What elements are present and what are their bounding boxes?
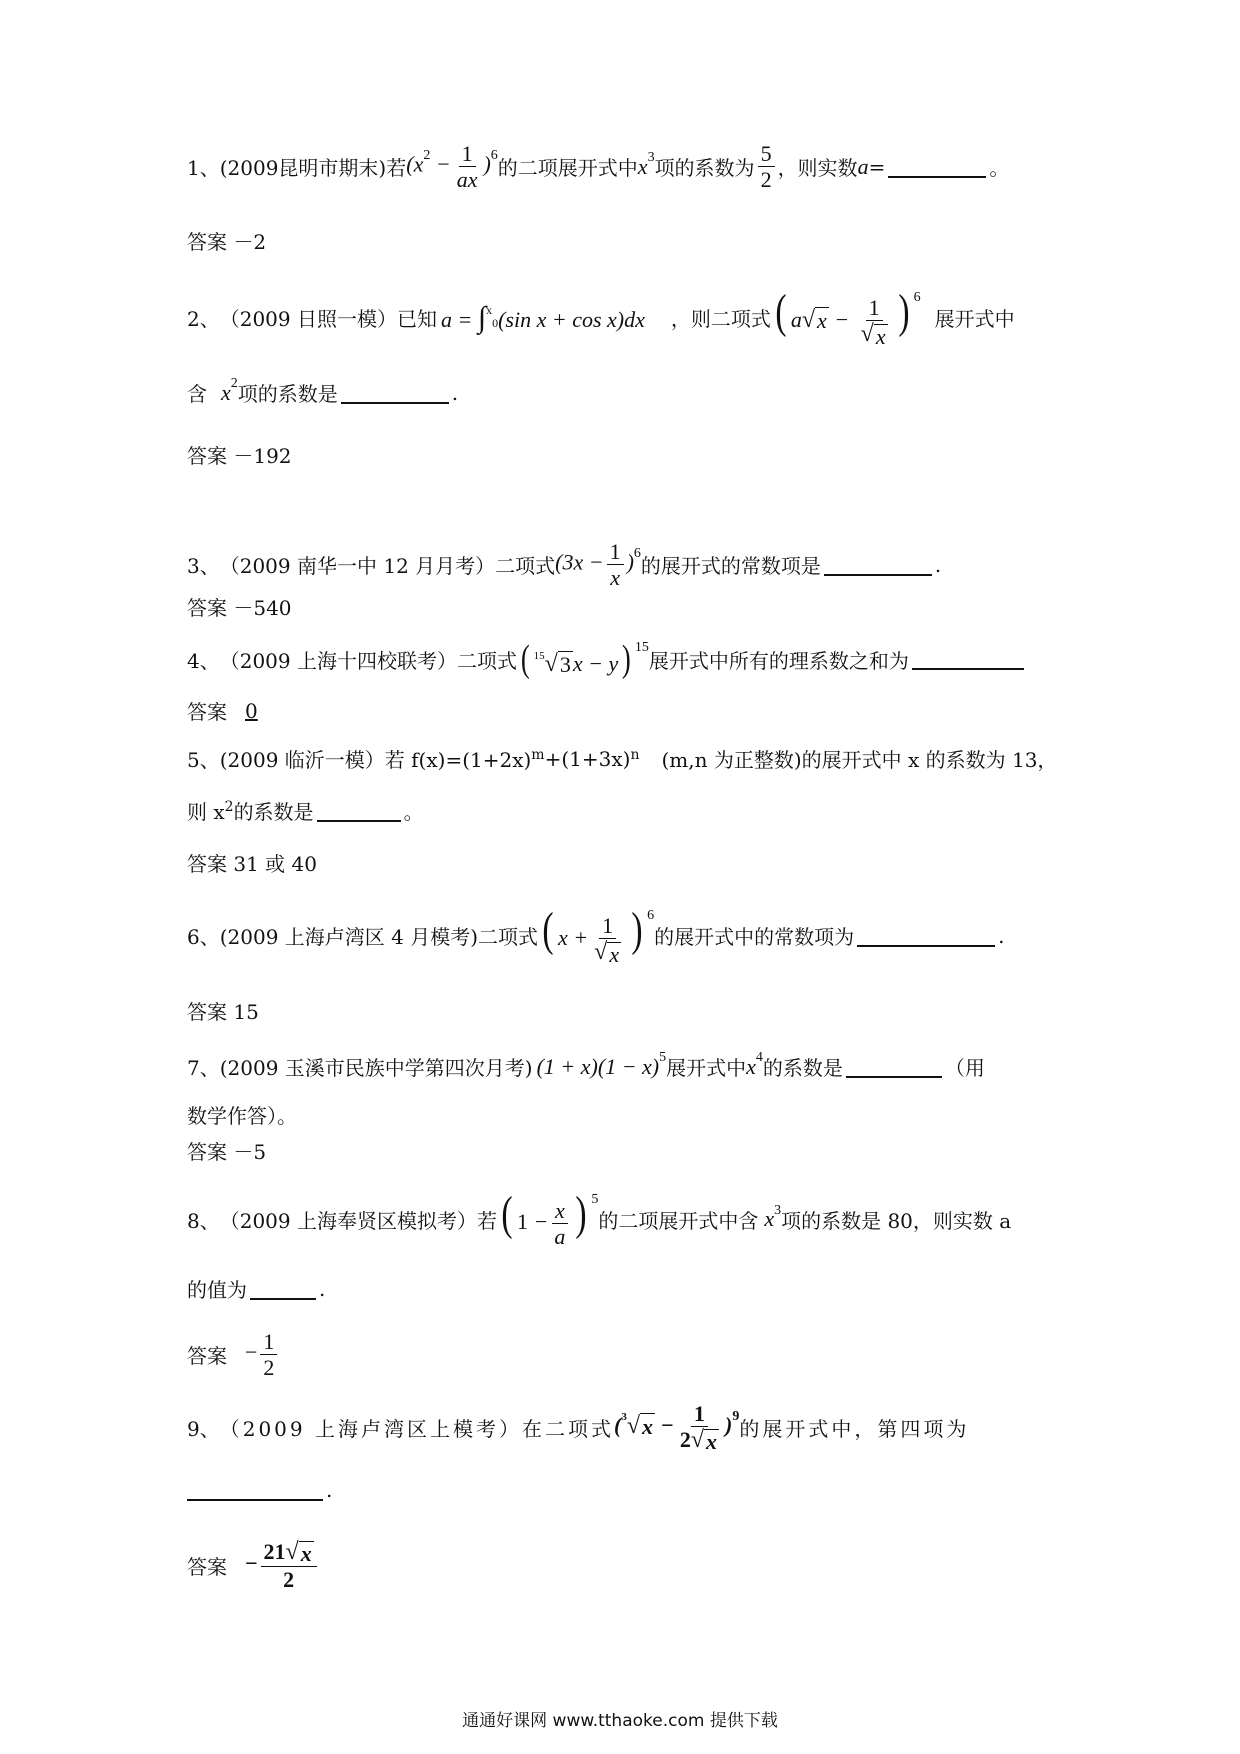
problem-number: 6、 <box>187 925 220 950</box>
problem-5: 5、 (2009 临沂一模） 若 f(x)=(1+2x) m +(1+3x) n (m,n 为正整数)的展开式中 x 的系数为 13， <box>187 744 1057 773</box>
answer-1: 答案 －2 <box>187 230 267 254</box>
answer-blank <box>846 1056 942 1078</box>
answer-blank <box>317 800 401 822</box>
answer-3: 答案 －540 <box>187 596 292 620</box>
answer-blank <box>888 156 986 178</box>
problem-number: 8、 <box>187 1208 220 1233</box>
problem-5-cont: 则 x 2 的系数是 。 <box>187 798 424 824</box>
problem-source: （2009 上海十四校联考） <box>219 648 457 673</box>
answer-blank <box>857 925 995 947</box>
problem-1: 1、 (2009昆明市期末) 若 ($x^2$ − $\frac{1}{ax}$ )$^6$ 的二项展开式中 $x^3$ 项的系数为 $\frac{5}{2}$ ，则实数 a = 。 <box>187 141 1010 193</box>
problem-4: 4、 （2009 上海十四校联考） 二项式 ( $^{15}$ √ 3 x − y ) $^{15}$ 展开式中所有的理系数之和为 <box>187 640 1027 678</box>
problem-number: 3、 <box>187 554 220 579</box>
problem-source: （2009 南华一中 12 月月考） <box>219 554 496 579</box>
problem-9: 9、 （2009 上海卢湾区上模考） 在二项式 ($^3$ √ x − 1 2 √ x )$^9$ 的展开式中，第四项为 <box>187 1401 970 1455</box>
problem-7-cont: 数学作答）。 <box>187 1104 297 1128</box>
formula: ( $^{15}$ √ 3 x − y ) $^{15}$ <box>520 638 649 680</box>
problem-source: (2009 玉溪市民族中学第四次月考) <box>219 1056 533 1080</box>
problem-source: (2009 临沂一模） <box>219 748 385 772</box>
problem-number: 9、 <box>187 1417 220 1442</box>
problem-7: 7、 (2009 玉溪市民族中学第四次月考) $(1 + x)(1 - x)^5$ 展开式中 $x^4$ 的系数是 （用 <box>187 1050 985 1080</box>
problem-source: （2009 上海奉贤区模拟考） <box>219 1208 477 1233</box>
problem-8: 8、 （2009 上海奉贤区模拟考） 若 ( 1 − $\frac{x}{a}$ ) $^5$ 的二项展开式中含 $x^3$ 项的系数是 80，则实数 a <box>187 1187 1012 1250</box>
answer-2: 答案 －192 <box>187 444 292 468</box>
problem-source: （2009 日照一模） <box>219 307 397 332</box>
answer-5: 答案 31 或 40 <box>187 852 317 876</box>
answer-formula: − 21 √ x 2 <box>245 1540 320 1591</box>
answer-blank <box>341 382 449 404</box>
problem-source: (2009 上海卢湾区 4 月模考) <box>219 925 479 950</box>
answer-8: 答案 − $\frac{1}{2}$ <box>187 1330 280 1379</box>
answer-blank <box>250 1278 316 1300</box>
problem-2-cont: 含 $x^2$ 项的系数是 . <box>187 376 459 406</box>
problem-9-cont: . <box>187 1478 332 1502</box>
answer-blank <box>187 1479 323 1501</box>
answer-4: 答案 0 <box>187 698 258 724</box>
formula: $(1 + x)(1 - x)^5$ <box>536 1050 667 1079</box>
answer-6: 答案 15 <box>187 1000 259 1024</box>
problem-source: (2009昆明市期末) <box>219 156 387 181</box>
formula: ($x^2$ − $\frac{1}{ax}$ )$^6$ <box>406 141 498 193</box>
problem-source: （2009 上海卢湾区上模考） <box>219 1417 522 1442</box>
formula: a = ∫$^x$0(sin x + cos x)dx <box>441 300 645 334</box>
problem-number: 1、 <box>187 156 220 181</box>
formula: ( x + 1 √ x ) $^6$ <box>542 903 655 967</box>
problem-number: 4、 <box>187 648 220 673</box>
answer-blank <box>912 648 1024 670</box>
answer-7: 答案 －5 <box>187 1140 267 1164</box>
problem-8-cont: 的值为 . <box>187 1276 326 1302</box>
answer-9: 答案 − 21 √ x 2 <box>187 1540 320 1591</box>
problem-number: 5、 <box>187 748 220 772</box>
problem-6: 6、 (2009 上海卢湾区 4 月模考) 二项式 ( x + 1 √ x ) $^6$ 的展开式中的常数项为 . <box>187 903 1005 967</box>
problem-number: 2、 <box>187 307 220 332</box>
problem-number: 7、 <box>187 1056 220 1080</box>
formula: (3x − $\frac{1}{x}$ )$^6$ <box>555 539 641 591</box>
formula: ($^3$ √ x − 1 2 √ x )$^9$ <box>614 1401 740 1455</box>
problem-3: 3、 （2009 南华一中 12 月月考） 二项式 (3x − $\frac{1}{x}$ )$^6$ 的展开式的常数项是 . <box>187 539 942 591</box>
answer-blank <box>824 554 932 576</box>
answer-formula: − $\frac{1}{2}$ <box>245 1330 280 1379</box>
problem-2: 2、 （2009 日照一模） 已知 a = ∫$^x$0(sin x + cos x)dx ，则二项式 ( a √ x − 1 √ x ) $^6$ 展开式中 <box>187 285 1015 349</box>
formula: ( 1 − $\frac{x}{a}$ ) $^5$ <box>501 1187 599 1250</box>
footer: 通通好课网 www.tthaoke.com 提供下载 <box>462 1711 778 1731</box>
formula: ( a √ x − 1 √ x ) $^6$ <box>775 285 921 349</box>
